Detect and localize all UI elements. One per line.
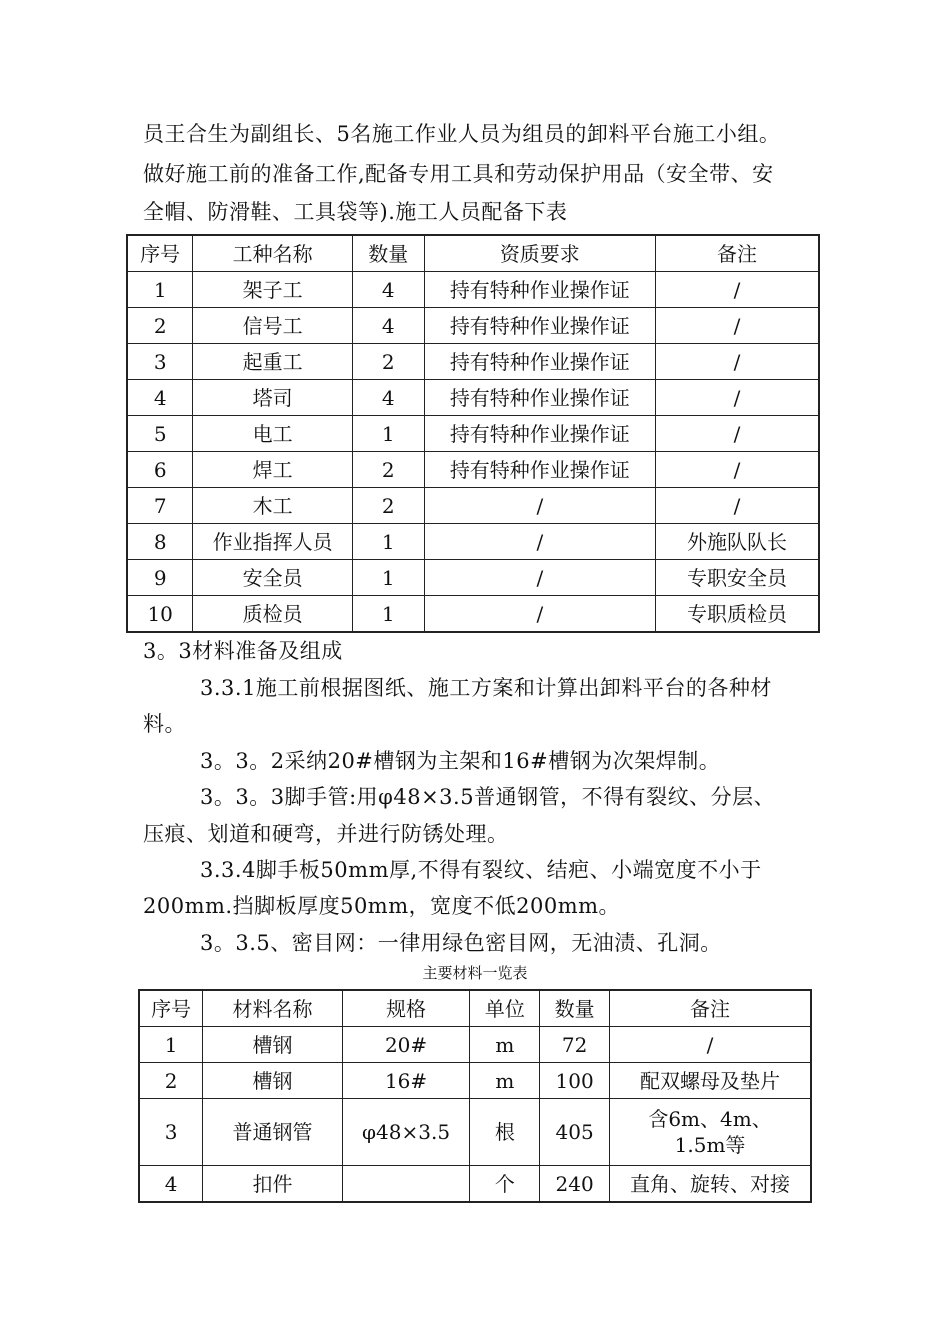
- header-cell: 序号: [139, 990, 203, 1027]
- cell: 扣件: [203, 1166, 342, 1203]
- cell: 根: [470, 1099, 540, 1166]
- cell: 72: [540, 1027, 610, 1063]
- cell: [342, 1166, 470, 1203]
- cell: 含6m、4m、1.5m等: [610, 1099, 811, 1166]
- header-cell: 材料名称: [203, 990, 342, 1027]
- cell: 外施队队长: [655, 524, 819, 560]
- table-header-row: [127, 235, 819, 272]
- section-line: 3。3.5、密目网：一律用绿色密目网，无油渍、孔洞。: [200, 931, 722, 955]
- cell: 普通钢管: [203, 1099, 342, 1166]
- cell: 直角、旋转、对接: [610, 1166, 811, 1203]
- cell: 架子工: [193, 272, 353, 308]
- cell: /: [655, 272, 819, 308]
- cell: 专职安全员: [655, 560, 819, 596]
- cell: 起重工: [193, 344, 353, 380]
- cell: /: [655, 488, 819, 524]
- cell: 8: [127, 524, 193, 560]
- cell: /: [655, 308, 819, 344]
- section-line: 料。: [143, 712, 186, 736]
- cell: 4: [127, 380, 193, 416]
- section-heading: 3。3材料准备及组成: [143, 639, 343, 663]
- header-cell: 备注: [655, 235, 819, 272]
- cell: 焊工: [193, 452, 353, 488]
- table-row: [127, 344, 819, 380]
- cell: 100: [540, 1063, 610, 1099]
- cell: 2: [352, 344, 424, 380]
- cell: 持有特种作业操作证: [424, 308, 655, 344]
- cell: 3: [139, 1099, 203, 1166]
- cell: 持有特种作业操作证: [424, 452, 655, 488]
- cell: m: [470, 1063, 540, 1099]
- cell: /: [424, 488, 655, 524]
- cell: 配双螺母及垫片: [610, 1063, 811, 1099]
- cell: 405: [540, 1099, 610, 1166]
- cell: 1: [352, 596, 424, 633]
- cell: 4: [352, 272, 424, 308]
- cell: 9: [127, 560, 193, 596]
- cell: 槽钢: [203, 1027, 342, 1063]
- cell: 1: [127, 272, 193, 308]
- cell: 2: [352, 452, 424, 488]
- cell: 专职质检员: [655, 596, 819, 633]
- table-row: [127, 308, 819, 344]
- cell: /: [424, 524, 655, 560]
- intro-line-3: 全帽、防滑鞋、工具袋等).施工人员配备下表: [143, 200, 568, 224]
- cell: m: [470, 1027, 540, 1063]
- cell: 持有特种作业操作证: [424, 416, 655, 452]
- cell: 6: [127, 452, 193, 488]
- cell: 4: [139, 1166, 203, 1203]
- table-row: [127, 380, 819, 416]
- cell: 240: [540, 1166, 610, 1203]
- staff-table: [126, 234, 820, 633]
- section-line: 3。3。2采纳20#槽钢为主架和16#槽钢为次架焊制。: [200, 749, 721, 773]
- cell: 7: [127, 488, 193, 524]
- cell: 塔司: [193, 380, 353, 416]
- cell: 个: [470, 1166, 540, 1203]
- cell: 1: [352, 560, 424, 596]
- header-cell: 资质要求: [424, 235, 655, 272]
- cell: 持有特种作业操作证: [424, 380, 655, 416]
- table-row: [127, 416, 819, 452]
- table-row: [127, 560, 819, 596]
- cell: 槽钢: [203, 1063, 342, 1099]
- table-header-row: [139, 990, 811, 1027]
- materials-table: [138, 989, 812, 1203]
- table-row: [127, 272, 819, 308]
- cell: /: [655, 380, 819, 416]
- table-row: [127, 524, 819, 560]
- cell: 2: [139, 1063, 203, 1099]
- table-row: [139, 1166, 811, 1203]
- table-row: [139, 1027, 811, 1063]
- header-cell: 数量: [352, 235, 424, 272]
- cell: 10: [127, 596, 193, 633]
- cell: 20#: [342, 1027, 470, 1063]
- cell: 1: [352, 416, 424, 452]
- cell: 2: [352, 488, 424, 524]
- cell: 持有特种作业操作证: [424, 344, 655, 380]
- header-cell: 数量: [540, 990, 610, 1027]
- table-row: [139, 1099, 811, 1166]
- table-row: [127, 488, 819, 524]
- cell: /: [424, 560, 655, 596]
- cell: 3: [127, 344, 193, 380]
- materials-table-caption: 主要材料一览表: [422, 964, 528, 982]
- intro-line-2: 做好施工前的准备工作,配备专用工具和劳动保护用品（安全带、安: [143, 162, 774, 186]
- cell: 作业指挥人员: [193, 524, 353, 560]
- cell: 1: [352, 524, 424, 560]
- table-row: [139, 1063, 811, 1099]
- cell: /: [610, 1027, 811, 1063]
- cell: 质检员: [193, 596, 353, 633]
- cell: /: [655, 416, 819, 452]
- header-cell: 序号: [127, 235, 193, 272]
- cell: 持有特种作业操作证: [424, 272, 655, 308]
- cell: 木工: [193, 488, 353, 524]
- cell: 1: [139, 1027, 203, 1063]
- cell: 4: [352, 308, 424, 344]
- section-line: 3。3。3脚手管:用φ48×3.5普通钢管，不得有裂纹、分层、: [200, 785, 776, 809]
- section-line: 3.3.1施工前根据图纸、施工方案和计算出卸料平台的各种材: [200, 676, 772, 700]
- section-line: 压痕、划道和硬弯，并进行防锈处理。: [143, 822, 509, 846]
- cell: /: [655, 344, 819, 380]
- cell: /: [424, 596, 655, 633]
- cell: 4: [352, 380, 424, 416]
- intro-line-1: 员王合生为副组长、5名施工作业人员为组员的卸料平台施工小组。: [143, 122, 781, 146]
- cell: 电工: [193, 416, 353, 452]
- header-cell: 规格: [342, 990, 470, 1027]
- header-cell: 单位: [470, 990, 540, 1027]
- cell: /: [655, 452, 819, 488]
- cell: 信号工: [193, 308, 353, 344]
- header-cell: 工种名称: [193, 235, 353, 272]
- cell: 5: [127, 416, 193, 452]
- cell: 安全员: [193, 560, 353, 596]
- header-cell: 备注: [610, 990, 811, 1027]
- cell: 2: [127, 308, 193, 344]
- table-row: [127, 596, 819, 633]
- cell: φ48×3.5: [342, 1099, 470, 1166]
- cell: 16#: [342, 1063, 470, 1099]
- section-line: 3.3.4脚手板50mm厚,不得有裂纹、结疤、小端宽度不小于: [200, 858, 762, 882]
- section-line: 200mm.挡脚板厚度50mm，宽度不低200mm。: [143, 894, 621, 918]
- table-row: [127, 452, 819, 488]
